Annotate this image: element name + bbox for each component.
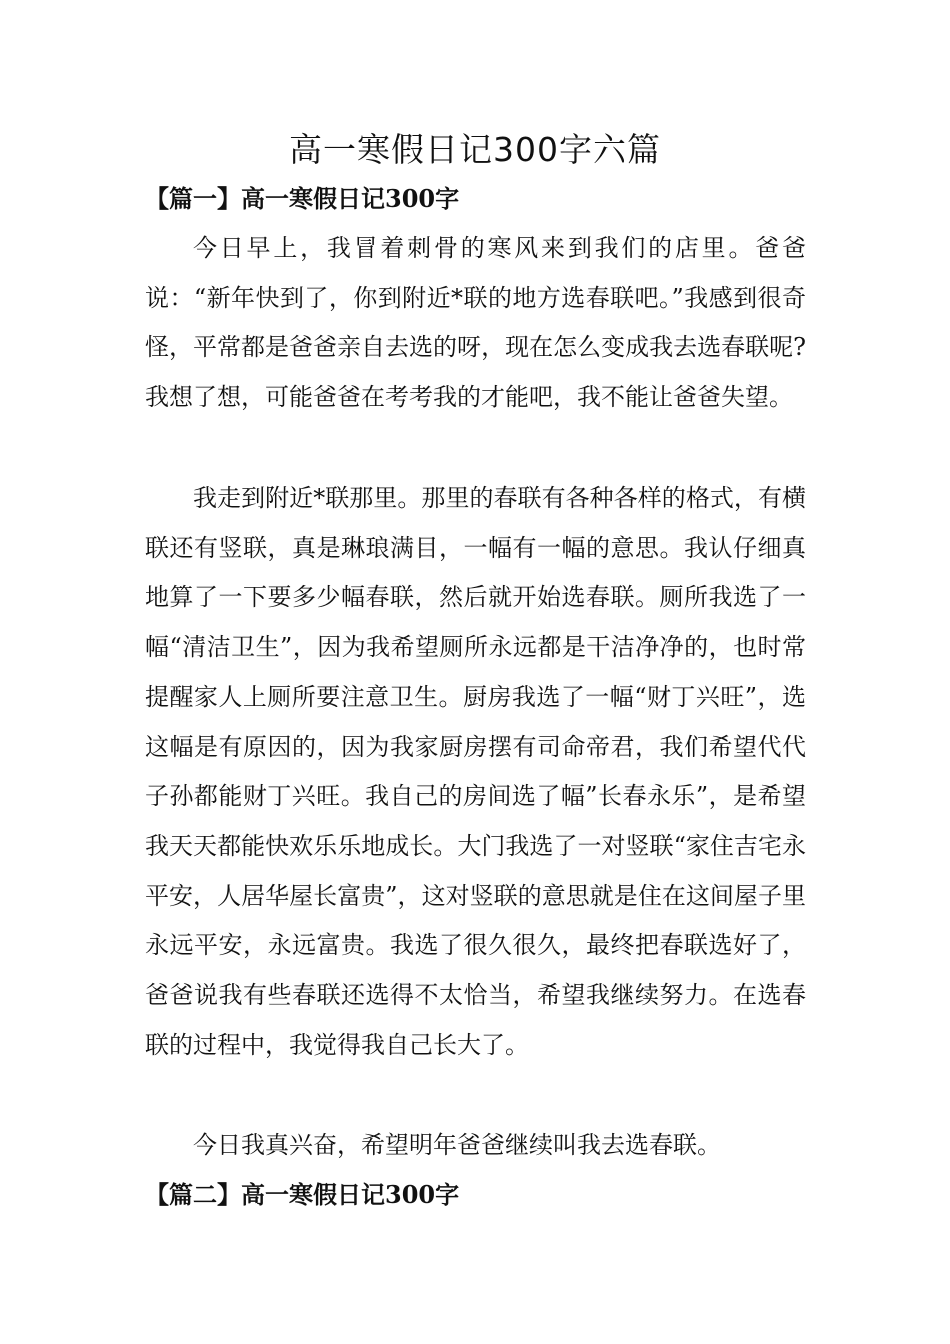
paragraph-2: 我走到附近*联那里。那里的春联有各种各样的格式，有横联还有竖联，真是琳琅满目，一幅有一幅的意思。我认仔细真地算了一下要多少幅春联，然后就开始选春联。厕所我选了一幅“清洁卫生”，因为我希望厕所永远都是干洁净净的，也时常提醒家人上厕所要注意卫生。厨房我选了一幅“财丁兴旺”，选这幅是有原因的，因为我家厨房摆有司命帝君，我们希望代代子孙都能财丁兴旺。我自己的房间选了幅”长春永乐”，是希望我天天都能快欢乐乐地成长。大门我选了一对竖联“家住吉宅永平安，人居华屋长富贵”，这对竖联的意思就是住在这间屋子里永远平安，永远富贵。我选了很久很久，最终把春联选好了，爸爸说我有些春联还选得不太恰当，希望我继续努力。在选春联的过程中，我觉得我自己长大了。	[145, 484, 806, 1059]
section-heading-2: 【篇二】高一寒假日记300字	[145, 1180, 460, 1209]
section-heading-1: 【篇一】高一寒假日记300字	[145, 184, 460, 213]
paragraph-3: 今日我真兴奋，希望明年爸爸继续叫我去选春联。	[193, 1131, 721, 1159]
paragraph-1: 今日早上，我冒着刺骨的寒风来到我们的店里。爸爸说：“新年快到了，你到附近*联的地方选春联吧。”我感到很奇怪，平常都是爸爸亲自去选的呀，现在怎么变成我去选春联呢?我想了想，可能爸爸在考考我的才能吧，我不能让爸爸失望。	[145, 234, 806, 412]
document-title: 高一寒假日记300字六篇	[289, 130, 661, 169]
